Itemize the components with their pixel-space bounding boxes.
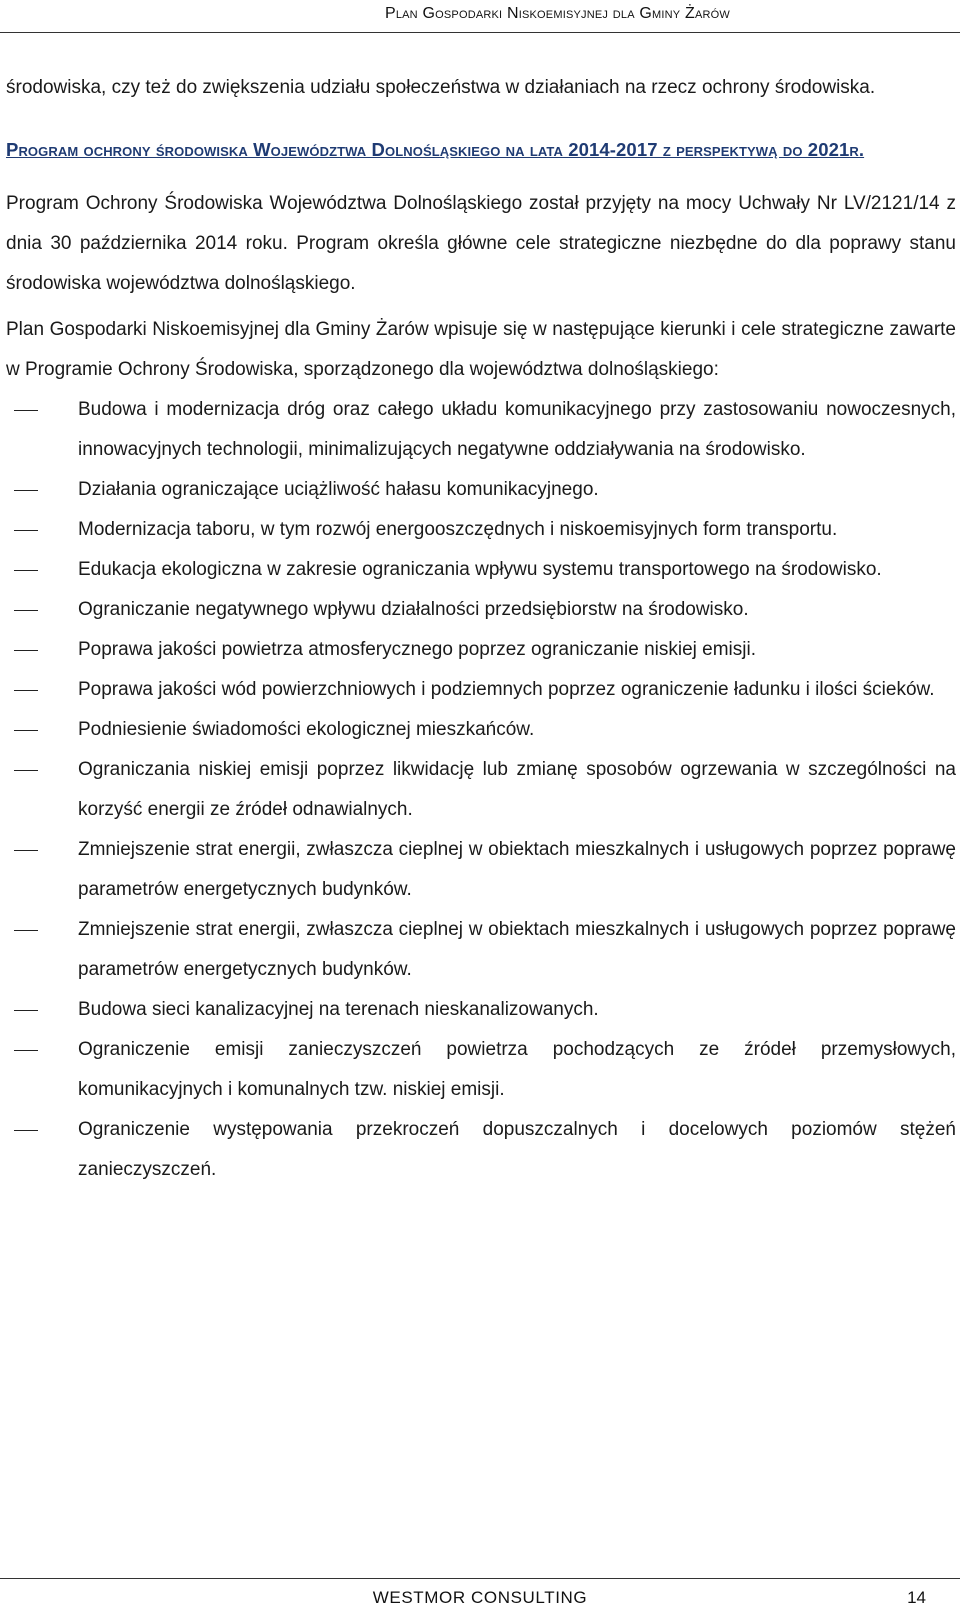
dash-bullet-icon: [14, 490, 38, 491]
page-number: 14: [907, 1588, 926, 1607]
list-item: [6, 910, 956, 990]
section-heading: Program ochrony środowiska Województwa Dolnośląskiego na lata 2014-2017 z perspektywą do 2021r.: [6, 139, 865, 160]
company-name: WESTMOR CONSULTING: [372, 1588, 588, 1607]
list-item-text: Działania ograniczające uciążliwość hałasu komunikacyjnego.: [78, 479, 599, 500]
list-item: [6, 630, 956, 670]
list-item: [6, 710, 956, 750]
list-item: [6, 670, 956, 710]
list-item-text: Ograniczania niskiej emisji poprzez likwidację lub zmianę sposobów ogrzewania w szczególności na korzyść energii ze źródeł odnawialnych.: [78, 759, 956, 820]
paragraph-plan-alignment: Plan Gospodarki Niskoemisyjnej dla Gminy Żarów wpisuje się w następujące kierunki i cele strategiczne zawarte w Programie Ochrony Środowiska, sporządzonego dla województwa dolnośląskiego:: [6, 319, 956, 380]
dash-bullet-icon: [14, 730, 38, 731]
list-item-text: Modernizacja taboru, w tym rozwój energooszczędnych i niskoemisyjnych form transportu.: [78, 519, 838, 540]
document-title: Plan Gospodarki Niskoemisyjnej dla Gminy Żarów: [384, 5, 730, 22]
list-item-text: Budowa i modernizacja dróg oraz całego układu komunikacyjnego przy zastosowaniu nowoczesnych, innowacyjnych technologii, minimalizujących negatywne oddziaływania na środowisko.: [78, 399, 956, 460]
list-item-text: Podniesienie świadomości ekologicznej mieszkańców.: [78, 719, 535, 740]
paragraph-program-adoption: Program Ochrony Środowiska Województwa Dolnośląskiego został przyjęty na mocy Uchwały Nr LV/2121/14 z dnia 30 października 2014 roku. Program określa główne cele strategiczne niezbędne do dla poprawy stanu środowiska województwa dolnośląskiego.: [6, 193, 956, 294]
list-item-text: Ograniczenie występowania przekroczeń dopuszczalnych i docelowych poziomów stężeń zanieczyszczeń.: [78, 1119, 956, 1180]
footer-rule: [0, 1578, 960, 1579]
list-item-text: Poprawa jakości wód powierzchniowych i podziemnych poprzez ograniczenie ładunku i ilości ścieków.: [78, 679, 935, 700]
list-item: [6, 510, 956, 550]
page-content: [6, 68, 956, 1190]
list-item: [6, 550, 956, 590]
list-item-text: Edukacja ekologiczna w zakresie ograniczania wpływu systemu transportowego na środowisko.: [78, 559, 882, 580]
list-item: [6, 830, 956, 910]
dash-bullet-icon: [14, 570, 38, 571]
list-item-text: Ograniczanie negatywnego wpływu działalności przedsiębiorstw na środowisko.: [78, 599, 749, 620]
list-item-text: Ograniczenie emisji zanieczyszczeń powietrza pochodzących ze źródeł przemysłowych, komunikacyjnych i komunalnych tzw. niskiej emisji.: [78, 1039, 956, 1100]
list-item-text: Poprawa jakości powietrza atmosferycznego poprzez ograniczanie niskiej emisji.: [78, 639, 756, 660]
continued-paragraph: środowiska, czy też do zwiększenia udziału społeczeństwa w działaniach na rzecz ochrony środowiska.: [6, 77, 876, 98]
list-item-text: Zmniejszenie strat energii, zwłaszcza cieplnej w obiektach mieszkalnych i usługowych poprzez poprawę parametrów energetycznych budynków.: [78, 839, 956, 900]
dash-bullet-icon: [14, 530, 38, 531]
dash-bullet-icon: [14, 610, 38, 611]
running-header: [0, 0, 960, 30]
list-item: [6, 1030, 956, 1110]
running-footer: [0, 1578, 960, 1617]
dash-bullet-icon: [14, 770, 38, 771]
list-item: [6, 390, 956, 470]
list-item-text: Zmniejszenie strat energii, zwłaszcza cieplnej w obiektach mieszkalnych i usługowych poprzez poprawę parametrów energetycznych budynków.: [78, 919, 956, 980]
dash-bullet-icon: [14, 650, 38, 651]
list-item: [6, 750, 956, 830]
dash-bullet-icon: [14, 930, 38, 931]
list-item: [6, 590, 956, 630]
dash-bullet-icon: [14, 850, 38, 851]
list-item: [6, 990, 956, 1030]
dash-bullet-icon: [14, 1130, 38, 1131]
strategic-goals-list: [6, 390, 956, 1190]
list-item: [6, 470, 956, 510]
dash-bullet-icon: [14, 410, 38, 411]
list-item: [6, 1110, 956, 1190]
dash-bullet-icon: [14, 690, 38, 691]
header-rule: [0, 32, 960, 33]
list-item-text: Budowa sieci kanalizacyjnej na terenach nieskanalizowanych.: [78, 999, 599, 1020]
dash-bullet-icon: [14, 1010, 38, 1011]
dash-bullet-icon: [14, 1050, 38, 1051]
